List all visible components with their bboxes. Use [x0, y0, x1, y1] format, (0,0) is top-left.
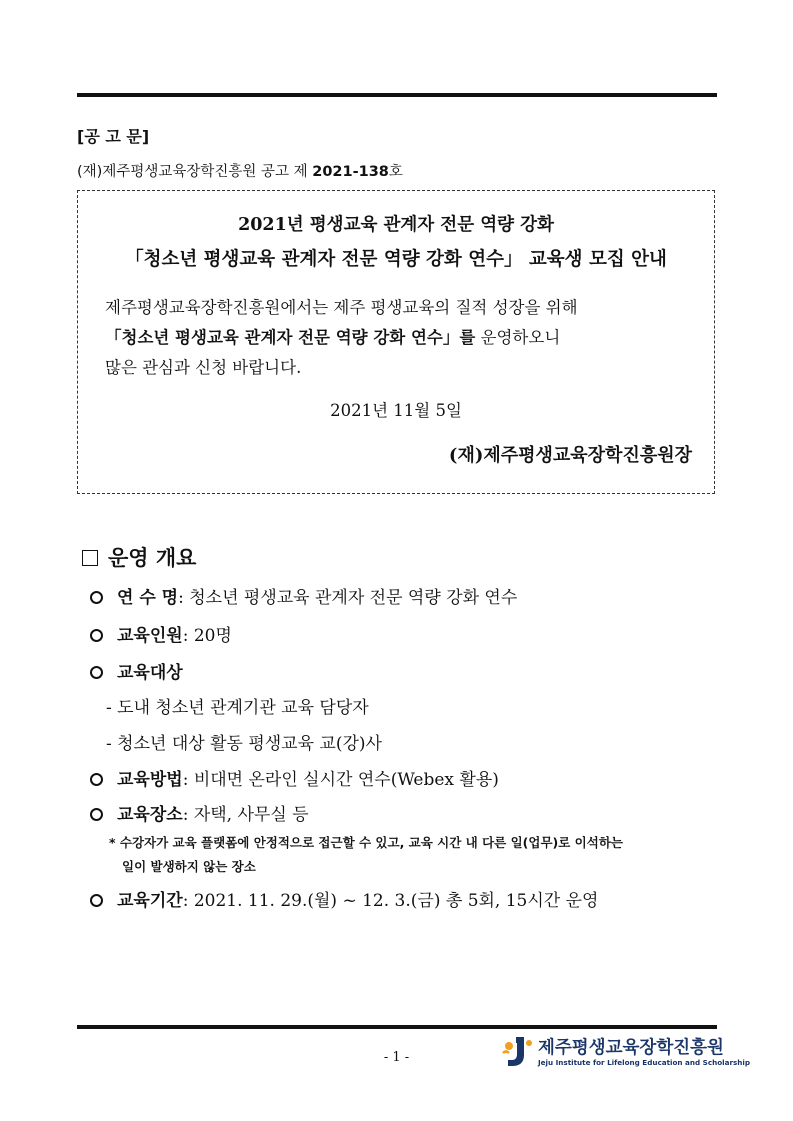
announcement-signature: (재)제주평생교육장학진흥원장 — [448, 445, 692, 466]
item-label: 교육기간 — [117, 891, 183, 911]
announcement-body-line3: 많은 관심과 신청 바랍니다. — [105, 358, 302, 377]
circle-bullet-icon — [90, 666, 103, 679]
jeju-institute-logo-icon — [500, 1033, 534, 1069]
item-label: 교육장소 — [117, 805, 183, 825]
circle-bullet-icon — [90, 591, 103, 604]
item-label: 교육대상 — [117, 663, 183, 683]
announcement-title-line2: 「청소년 평생교육 관계자 전문 역량 강화 연수」 교육생 모집 안내 — [125, 249, 667, 270]
announcement-body-line2-bold: 「청소년 평생교육 관계자 전문 역량 강화 연수」를 — [105, 328, 476, 347]
notice-number-prefix: (재)제주평생교육장학진흥원 공고 제 — [77, 164, 313, 180]
item-value: : 20명 — [182, 626, 232, 646]
top-rule — [77, 93, 717, 97]
item-value: : 자택, 사무실 등 — [182, 805, 309, 825]
square-bullet-icon — [82, 550, 98, 566]
item-label: 교육방법 — [117, 770, 183, 790]
overview-item-course-name — [90, 583, 517, 608]
announcement-box — [77, 190, 715, 494]
item-value: : 비대면 온라인 실시간 연수(Webex 활용) — [182, 770, 499, 790]
overview-item-capacity — [90, 621, 232, 646]
announcement-body-line2-rest: 운영하오니 — [475, 328, 561, 347]
item-value: : 청소년 평생교육 관계자 전문 역량 강화 연수 — [178, 588, 518, 608]
item-value: : 2021. 11. 29.(월) ~ 12. 3.(금) 총 5회, 15시간 운영 — [182, 891, 599, 911]
page-number: - 1 - — [383, 1050, 410, 1065]
announcement-body-line2 — [105, 323, 578, 353]
overview-item-place — [90, 800, 309, 825]
place-note-line1: * 수강자가 교육 플랫폼에 안정적으로 접근할 수 있고, 교육 시간 내 다른 일(업무)로 이석하는 — [109, 835, 623, 850]
bottom-rule — [77, 1025, 717, 1029]
overview-item-method — [90, 765, 499, 790]
logo-korean-name: 제주평생교육장학진흥원 — [538, 1038, 724, 1058]
announcement-title-line1: 2021년 평생교육 관계자 전문 역량 강화 — [238, 215, 554, 235]
circle-bullet-icon — [90, 894, 103, 907]
item-label: 연 수 명 — [117, 588, 179, 608]
section-title-text: 운영 개요 — [108, 546, 197, 570]
item-label: 교육인원 — [117, 626, 183, 646]
announcement-date: 2021년 11월 5일 — [330, 401, 462, 420]
circle-bullet-icon — [90, 808, 103, 821]
overview-item-period — [90, 886, 598, 911]
place-note-line2: 일이 발생하지 않는 장소 — [122, 859, 256, 874]
overview-item-target — [90, 658, 183, 683]
notice-label: [공 고 문] — [77, 127, 150, 146]
announcement-body — [105, 293, 578, 383]
logo-english-name: Jeju Institute for Lifelong Education and Scholarship — [538, 1058, 750, 1067]
notice-number-suffix: 호 — [388, 164, 403, 180]
target-subitem: - 도내 청소년 관계기관 교육 담당자 — [106, 698, 369, 718]
circle-bullet-icon — [90, 629, 103, 642]
announcement-body-line1: 제주평생교육장학진흥원에서는 제주 평생교육의 질적 성장을 위해 — [105, 298, 578, 317]
notice-number — [77, 160, 403, 181]
target-subitem: - 청소년 대상 활동 평생교육 교(강)사 — [106, 734, 382, 754]
circle-bullet-icon — [90, 773, 103, 786]
section-title — [82, 542, 196, 572]
notice-number-bold: 2021-138 — [312, 164, 389, 180]
